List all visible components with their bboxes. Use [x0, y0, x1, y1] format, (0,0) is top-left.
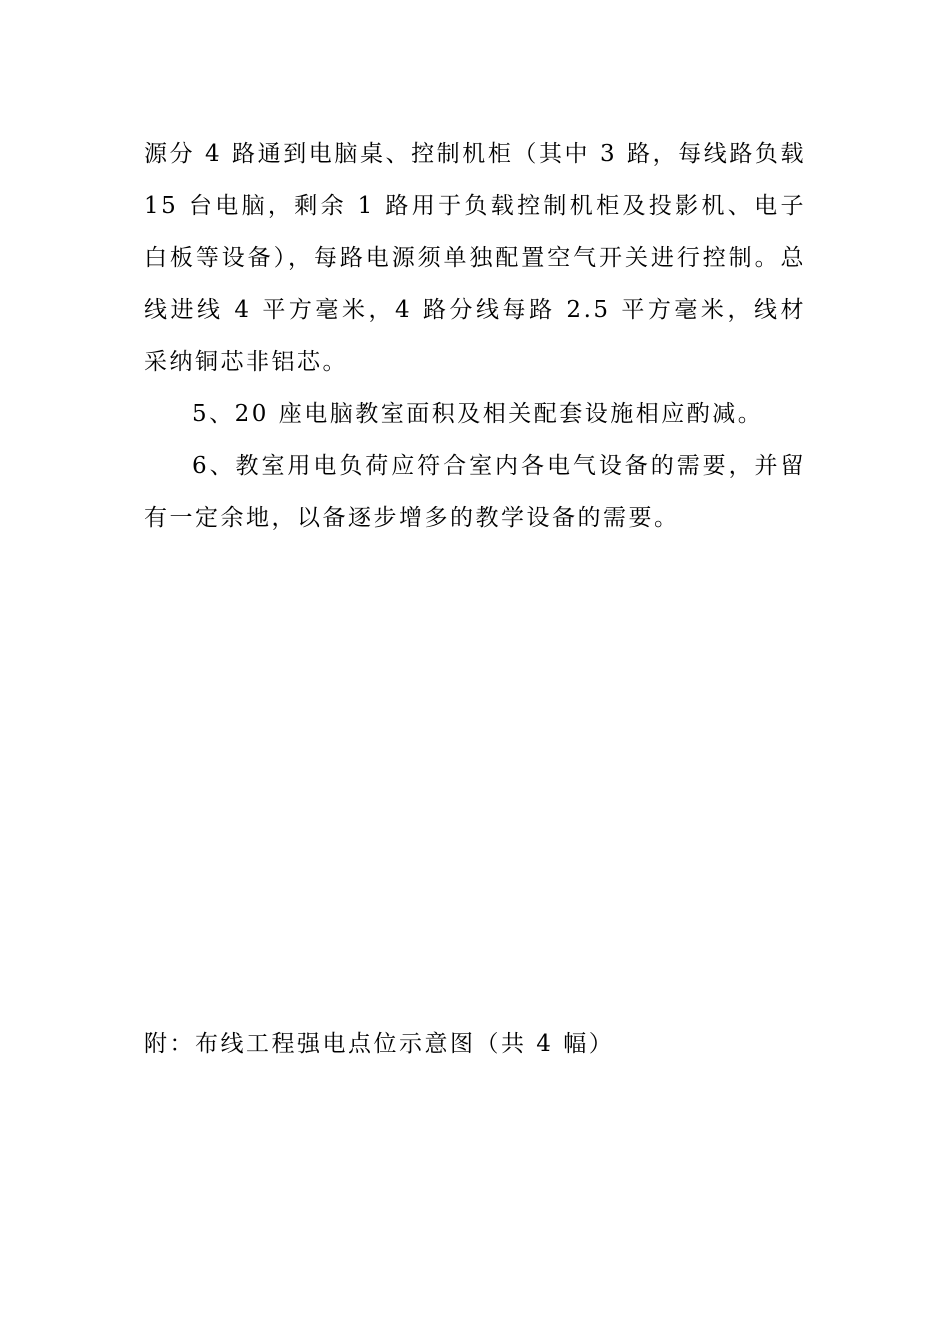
paragraph-item-5: 5、20 座电脑教室面积及相关配套设施相应酌减。	[192, 401, 764, 427]
paragraph-power-distribution: 源分 4 路通到电脑桌、控制机柜（其中 3 路，每线路负载 15 台电脑，剩余 1 路用于负载控制机柜及投影机、电子白板等设备），每路电源须单独配置空气开关进行控制。总线进线 4 平方毫米，4 路分线每路 2.5 平方毫米，线材采纳铜芯非铝芯。	[144, 141, 806, 375]
document-body	[144, 128, 806, 544]
paragraph-item-6: 6、教室用电负荷应符合室内各电气设备的需要，并留有一定余地，以备逐步增多的教学设备的需要。	[144, 453, 806, 531]
appendix-note: 附：布线工程强电点位示意图（共 4 幅）	[144, 1031, 615, 1057]
